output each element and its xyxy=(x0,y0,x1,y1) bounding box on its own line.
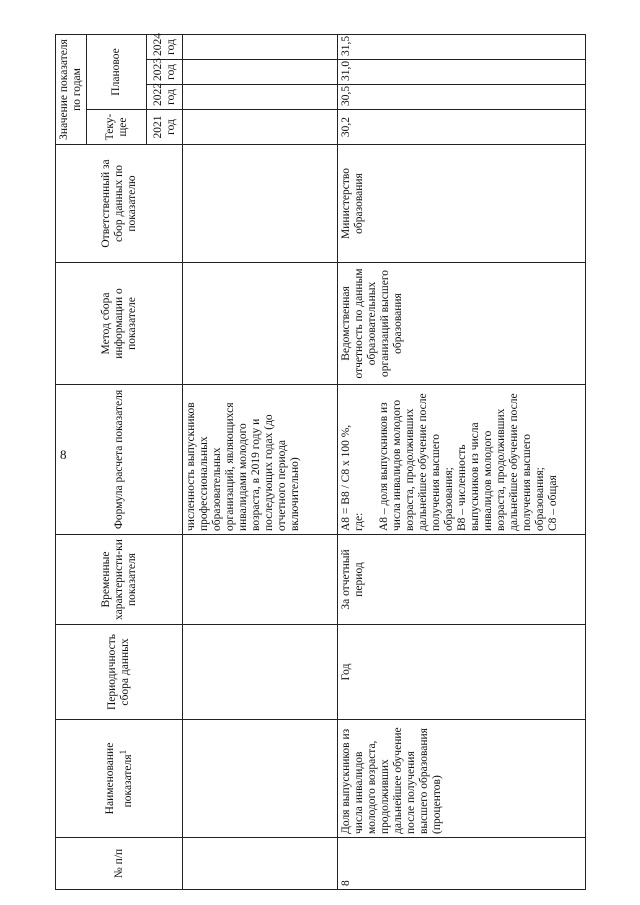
header-values-by-year: Значение показателя по годам xyxy=(56,34,87,144)
header-num: № п/п xyxy=(56,838,183,890)
header-year-2022: 2022 год xyxy=(147,85,183,110)
header-method: Метод сбора информации о показателе xyxy=(56,263,183,385)
table-row xyxy=(338,34,586,889)
header-year-2021: 2021 год xyxy=(147,110,183,145)
cell-value-2021: 30,2 xyxy=(338,110,586,145)
formula-a: А8 – доля выпускников из числа инвалидов молодого возраста, продолживших дальнейшее обучение после получения высшего образования; xyxy=(378,393,455,531)
header-responsible: Ответственный за сбор данных по показателю xyxy=(56,145,183,263)
header-formula: Формула расчета показателя xyxy=(56,385,183,535)
page-number: 8 xyxy=(60,447,67,462)
formula-c: С8 – общая xyxy=(547,475,559,531)
cell-formula-continued: численность выпускников профессиональных образовательных организаций, являющихся инвалидами молодого возраста, в 2019 году и последующих годах (до отчетного периода включительно) xyxy=(183,385,338,535)
header-year-2023: 2023 год xyxy=(147,60,183,85)
header-time: Временные характеристи-ки показателя xyxy=(56,535,183,625)
cell xyxy=(183,34,338,59)
cell-num: 8 xyxy=(338,838,586,890)
formula-where: где: xyxy=(353,512,365,531)
cell xyxy=(183,720,338,838)
header-planned: Плановое xyxy=(87,34,147,109)
cell-period: Год xyxy=(338,625,586,720)
header-name xyxy=(56,720,183,838)
cell-value-2022: 30,5 xyxy=(338,85,586,110)
header-period: Периодичность сбора данных xyxy=(56,625,183,720)
cell xyxy=(183,145,338,263)
cell-time: За отчетный период xyxy=(338,535,586,625)
rotated-table-wrapper xyxy=(55,33,565,890)
cell-value-2023: 31,0 xyxy=(338,60,586,85)
footnote-mark: 1 xyxy=(117,749,129,755)
header-year-2024: 2024 год xyxy=(147,34,183,59)
cell-value-2024: 31,5 xyxy=(338,34,586,59)
header-current: Теку-щее xyxy=(87,110,147,145)
cell xyxy=(183,85,338,110)
cell xyxy=(183,110,338,145)
formula-line: А8 = В8 / С8 х 100 %, xyxy=(340,424,352,531)
header-name-text: Наименование показателя xyxy=(103,742,134,815)
cell-formula xyxy=(338,385,586,535)
cell-responsible: Министерство образования xyxy=(338,145,586,263)
formula-b: В8 – численность выпускников из числа инвалидов молодого возраста, продолживших дальнейшее обучение после получения высшего образования; xyxy=(456,393,546,531)
table-row-continued xyxy=(183,34,338,889)
cell xyxy=(183,625,338,720)
indicator-table xyxy=(55,34,586,890)
cell xyxy=(183,60,338,85)
cell-method: Ведомственная отчетность по данным образовательных организаций высшего образования xyxy=(338,263,586,385)
cell xyxy=(183,838,338,890)
cell xyxy=(183,535,338,625)
cell xyxy=(183,263,338,385)
cell-name: Доля выпускников из числа инвалидов молодого возраста, продолживших дальнейшее обучение после получения высшего образования (процентов) xyxy=(338,720,586,838)
